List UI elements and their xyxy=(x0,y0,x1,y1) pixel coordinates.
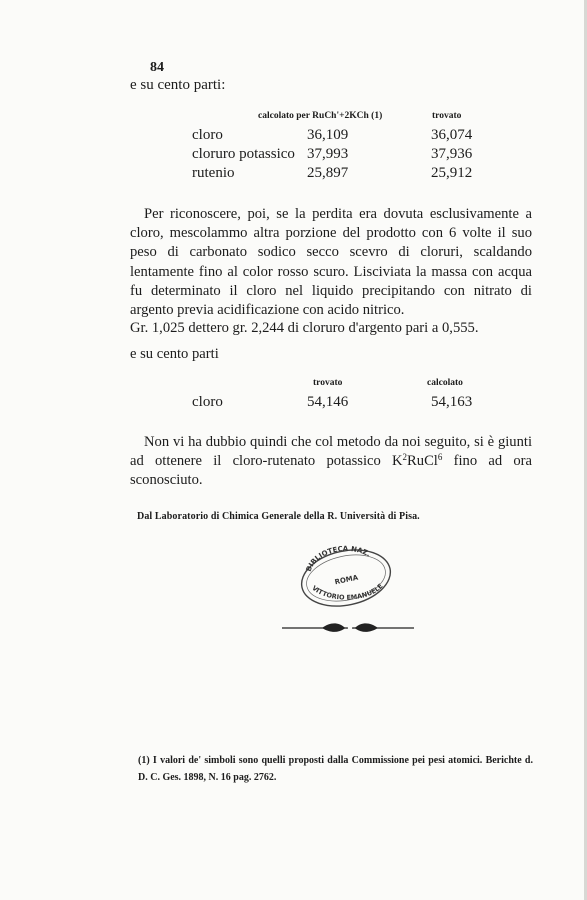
footnote: (1) I valori de' simboli sono quelli proposti dalla Commissione pei pesi atomici. Berichte d. D. C. Ges. 1898, N. 16 pag. 2762. xyxy=(138,755,533,783)
formula-superscript-6: 6 xyxy=(437,452,443,463)
table2-header-calculated: calcolato xyxy=(427,378,463,388)
table1-header-found: trovato xyxy=(432,111,462,121)
table2-row-name: cloro xyxy=(192,394,223,410)
paragraph-method xyxy=(130,205,532,320)
table2-row-found: 54,146 xyxy=(307,394,349,410)
paragraph-conclusion xyxy=(130,433,532,491)
formula-superscript-2: 2 xyxy=(402,452,408,463)
table1-row-found: 36,074 xyxy=(431,127,473,143)
stamp-text-bottom: VITTORIO EMANUELE xyxy=(310,582,385,602)
svg-text:VITTORIO EMANUELE xyxy=(310,582,384,601)
table1-row-calculated: 37,993 xyxy=(307,146,349,162)
paragraph-method-text: Per riconoscere, poi, se la perdita era dovuta esclusivamente a cloro, mescolammo altra porzione del prodotto con 6 volte il suo peso di carbonato sodico secco scevro di cloruri, scaldando lentamente fino al color rosso scuro. Lisciviata la massa con acqua fu determinato il cloro nel liquido precipitando con nitrato di argento previa acidificazione con acido nitrico. xyxy=(130,206,532,319)
table2-header-found: trovato xyxy=(313,378,343,388)
conclusion-text-after: fino ad ora sconosciuto. xyxy=(130,453,532,489)
library-stamp xyxy=(296,544,396,608)
table2-row-calculated: 54,163 xyxy=(431,394,473,410)
paragraph-result: Gr. 1,025 dettero gr. 2,244 di cloruro d'argento pari a 0,555. xyxy=(130,320,479,336)
table1-row-calculated: 36,109 xyxy=(307,127,349,143)
paragraph-per-hundred: e su cento parti xyxy=(130,346,219,362)
laboratory-attribution: Dal Laboratorio di Chimica Generale della R. Università di Pisa. xyxy=(137,511,420,522)
table1-row-name: cloro xyxy=(192,127,223,143)
conclusion-text-before: Non vi ha dubbio quindi che col metodo da noi seguito, si è giunti ad ottenere il cloro-rutenato potassico K xyxy=(130,434,532,470)
table1-row-calculated: 25,897 xyxy=(307,165,349,181)
table1-row-name: cloruro potassico xyxy=(192,146,295,162)
page-number: 84 xyxy=(150,60,164,75)
stamp-text-top: BIBLIOTECA NAZ. xyxy=(304,544,372,573)
table1-row-found: 25,912 xyxy=(431,165,473,181)
table1-row-found: 37,936 xyxy=(431,146,473,162)
stamp-text-middle: ROMA xyxy=(333,573,359,587)
formula-rucl: RuCl xyxy=(407,453,438,470)
table1-row-name: rutenio xyxy=(192,165,235,181)
ornamental-divider xyxy=(282,620,414,636)
intro-text: e su cento parti: xyxy=(130,77,226,93)
table1-header-calculated: calcolato per RuCh'+2KCh (1) xyxy=(258,111,383,121)
